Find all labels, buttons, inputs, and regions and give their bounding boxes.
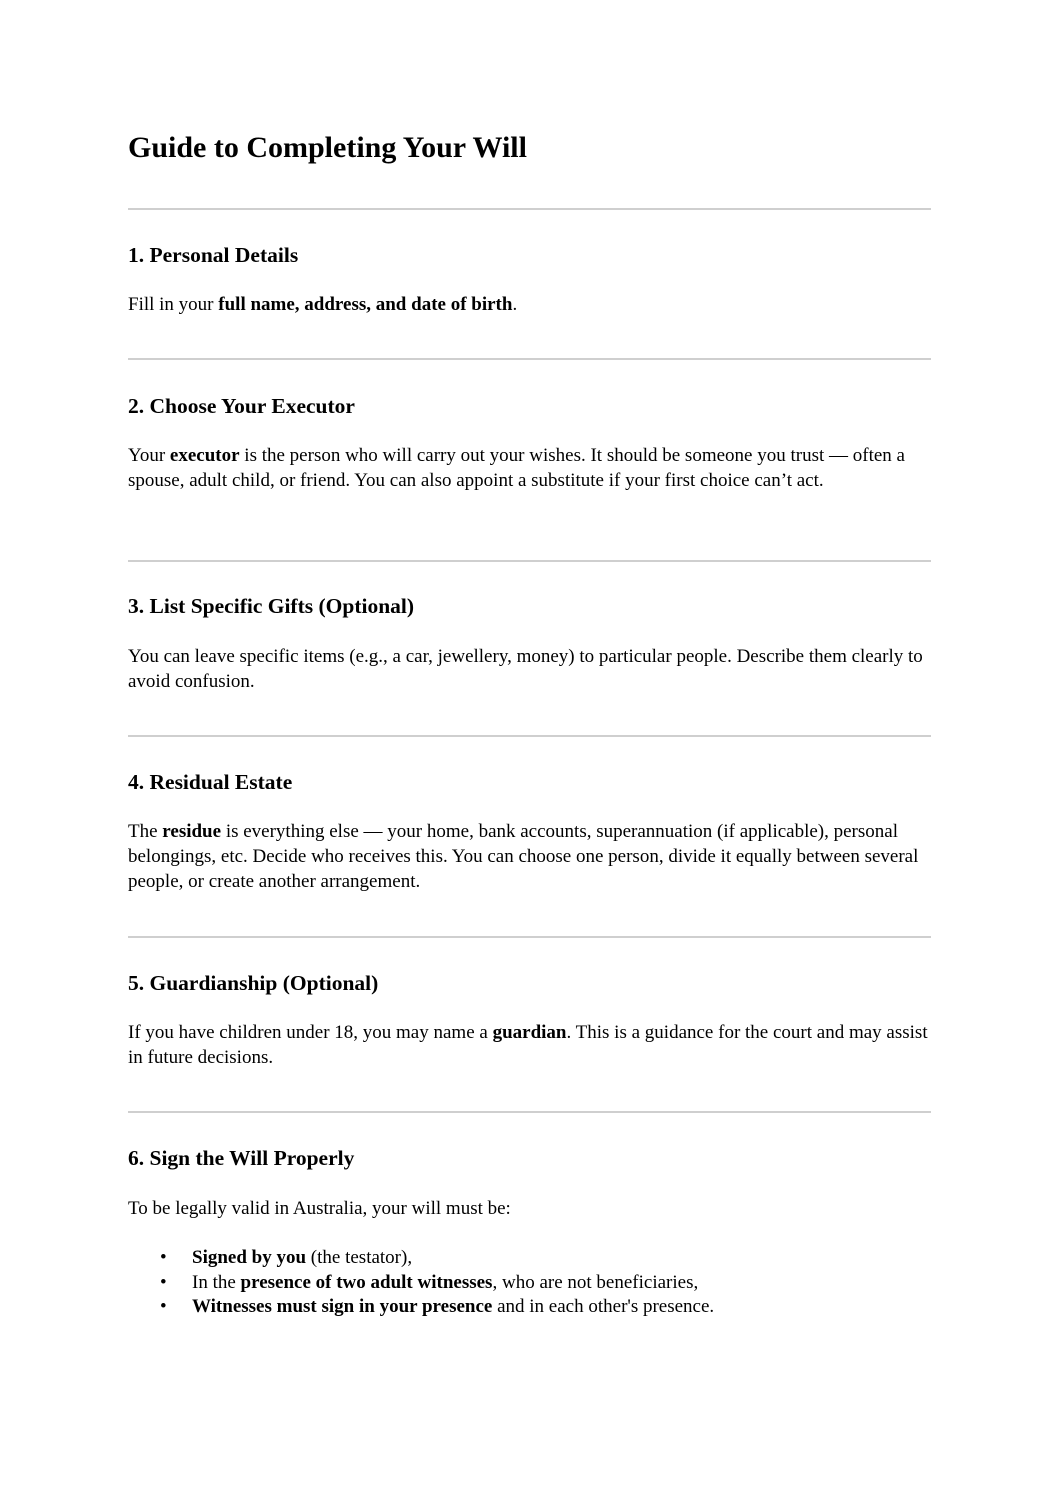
divider [128,560,931,562]
section-body-executor [128,443,928,493]
section-body-specific-gifts: You can leave specific items (e.g., a car, jewellery, money) to particular people. Describe them clearly to avoid confusion. [128,646,923,692]
list-bold-text: Signed by you [192,1247,307,1268]
page-title: Guide to Completing Your Will [128,131,527,164]
list-item [128,1271,928,1296]
bullet-icon: • [160,1271,167,1293]
divider [128,358,931,360]
body-bold-text: residue [162,821,222,842]
section-body-guardianship [128,1020,928,1070]
list-bold-text: presence of two adult witnesses [240,1271,493,1293]
body-text: Fill in your [128,294,219,315]
section-heading-residual-estate: 4. Residual Estate [128,770,293,794]
body-bold-text: full name, address, and date of birth [218,294,513,315]
section-body-sign-will: To be legally valid in Australia, your will must be: [128,1198,511,1219]
body-text: If you have children under 18, you may name a [128,1022,493,1043]
section-heading-sign-will: 6. Sign the Will Properly [128,1146,355,1170]
body-text: The [128,821,163,842]
section-heading-executor: 2. Choose Your Executor [128,394,355,418]
body-text: is the person who will carry out your wishes. It should be someone you trust — often a spouse, adult child, or friend. You can also appoint a substitute if your first choice can’t act. [128,445,905,491]
divider [128,208,931,210]
divider [128,936,931,938]
list-bold-text: Witnesses must sign in your presence [192,1296,493,1317]
list-text: , who are not beneficiaries, [492,1271,699,1293]
body-bold-text: executor [169,445,240,466]
bullet-icon: • [160,1247,167,1268]
body-text: . [512,294,518,315]
section-heading-personal-details: 1. Personal Details [128,243,299,267]
section-heading-guardianship: 5. Guardianship (Optional) [128,971,379,995]
divider [128,1111,931,1113]
section-body-residual-estate [128,819,928,894]
divider [128,735,931,737]
list-text: (the testator), [306,1247,413,1268]
bullet-icon: • [160,1296,167,1317]
body-text: Your [128,445,170,466]
section-heading-specific-gifts: 3. List Specific Gifts (Optional) [128,594,415,618]
list-item [128,1246,928,1271]
list-text: and in each other's presence. [492,1296,715,1317]
list-text: In the [192,1271,241,1293]
body-text: is everything else — your home, bank accounts, superannuation (if applicable), personal belongings, etc. Decide who receives this. You can choose one person, divide it equally between several people, or create another arrangement. [128,821,919,892]
signing-requirements-list [128,1246,928,1320]
list-item [128,1295,928,1320]
section-body-personal-details [128,292,928,317]
body-bold-text: guardian [492,1022,567,1043]
body-text: . This is a guidance for the court and may assist in future decisions. [128,1022,928,1068]
